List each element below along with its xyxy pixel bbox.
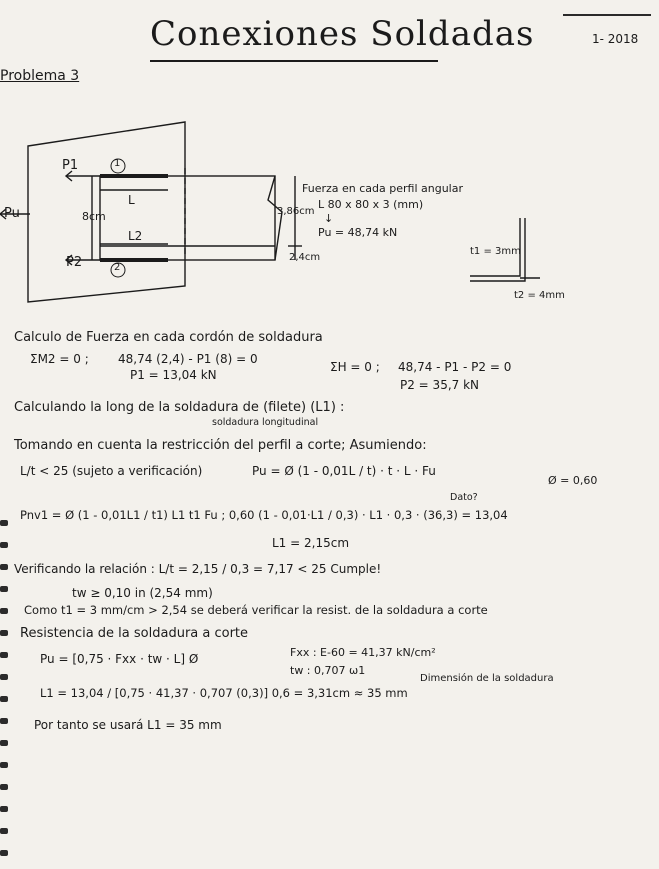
condition-text: L/t < 25 (sujeto a verificación) xyxy=(20,464,203,478)
como-text: Como t1 = 3 mm/cm > 2,54 se deberá verificar la resist. de la soldadura a corte xyxy=(24,603,488,617)
l2-label: L2 xyxy=(128,229,143,243)
l-label: L xyxy=(128,193,135,207)
pnv-formula: Pnv1 = Ø (1 - 0,01L1 / t1) L1 t1 Fu ; 0,60 (1 - 0,01·L1 / 0,3) · L1 · 0,3 · (36,3) = 13,04 xyxy=(20,508,508,522)
l1-result: L1 = 2,15cm xyxy=(272,536,350,550)
resist-title: Resistencia de la soldadura a corte xyxy=(20,626,249,641)
dim-8cm: 8cm xyxy=(82,210,106,223)
pu-formula: Pu = Ø (1 - 0,01L / t) · t · L · Fu xyxy=(252,464,436,478)
tw-condition: tw ≥ 0,10 in (2,54 mm) xyxy=(72,586,213,600)
dim-386: 3,86cm xyxy=(277,206,315,217)
t2-label: t2 = 4mm xyxy=(514,290,565,301)
calc2-title: Calculando la long de la soldadura de (filete) (L1) : xyxy=(14,400,345,415)
note-profile: L 80 x 80 x 3 (mm) xyxy=(318,198,424,211)
sum-h-eq: ΣH = 0 ; xyxy=(330,360,380,374)
conclusion: Por tanto se usará L1 = 35 mm xyxy=(34,718,222,732)
spiral-binding xyxy=(0,520,14,869)
horizontal-eq: 48,74 - P1 - P2 = 0 xyxy=(398,360,512,374)
moment-eq: 48,74 (2,4) - P1 (8) = 0 xyxy=(118,352,258,366)
dimension-label: Dimensión de la soldadura xyxy=(420,673,554,684)
note-force: Fuerza en cada perfil angular xyxy=(302,182,463,195)
title-underline xyxy=(150,60,438,62)
calc2-subtitle: soldadura longitudinal xyxy=(212,417,319,428)
p1-result: P1 = 13,04 kN xyxy=(130,368,217,382)
sum-m-eq: ΣM2 = 0 ; xyxy=(30,352,89,366)
verify-relation: Verificando la relación : L/t = 2,15 / 0,3 = 7,17 < 25 Cumple! xyxy=(14,562,382,576)
p2-label: P2 xyxy=(66,255,83,270)
restriction-note: Tomando en cuenta la restricción del perfil a corte; Asumiendo: xyxy=(14,438,427,453)
pu-value: Pu = 48,74 kN xyxy=(318,226,398,239)
node-1-label: 1 xyxy=(114,158,121,169)
t1-label: t1 = 3mm xyxy=(470,246,521,257)
phi-value: Ø = 0,60 xyxy=(548,474,598,487)
node-2-label: 2 xyxy=(114,262,121,273)
date-label: 1- 2018 xyxy=(592,32,639,46)
l1-shear-formula: L1 = 13,04 / [0,75 · 41,37 · 0,707 (0,3)] 0,6 = 3,31cm ≈ 35 mm xyxy=(40,686,408,700)
down-arrow-icon: ↓ xyxy=(324,212,334,225)
pu-label: Pu xyxy=(4,206,20,221)
header-scribble xyxy=(563,14,651,22)
page-title: Conexiones Soldadas xyxy=(150,14,535,54)
calc1-title: Calculo de Fuerza en cada cordón de soldadura xyxy=(14,330,323,345)
problem-label: Problema 3 xyxy=(0,68,80,84)
pu-shear-formula: Pu = [0,75 · Fxx · tw · L] Ø xyxy=(40,652,199,666)
dim-24: 2,4cm xyxy=(289,252,321,263)
fxx-value: Fxx : E-60 = 41,37 kN/cm² xyxy=(290,646,436,659)
p2-result: P2 = 35,7 kN xyxy=(400,378,480,392)
p1-label: P1 xyxy=(62,158,79,173)
dato-note: Dato? xyxy=(450,492,478,503)
tw-value: tw : 0,707 ω1 xyxy=(290,664,366,677)
